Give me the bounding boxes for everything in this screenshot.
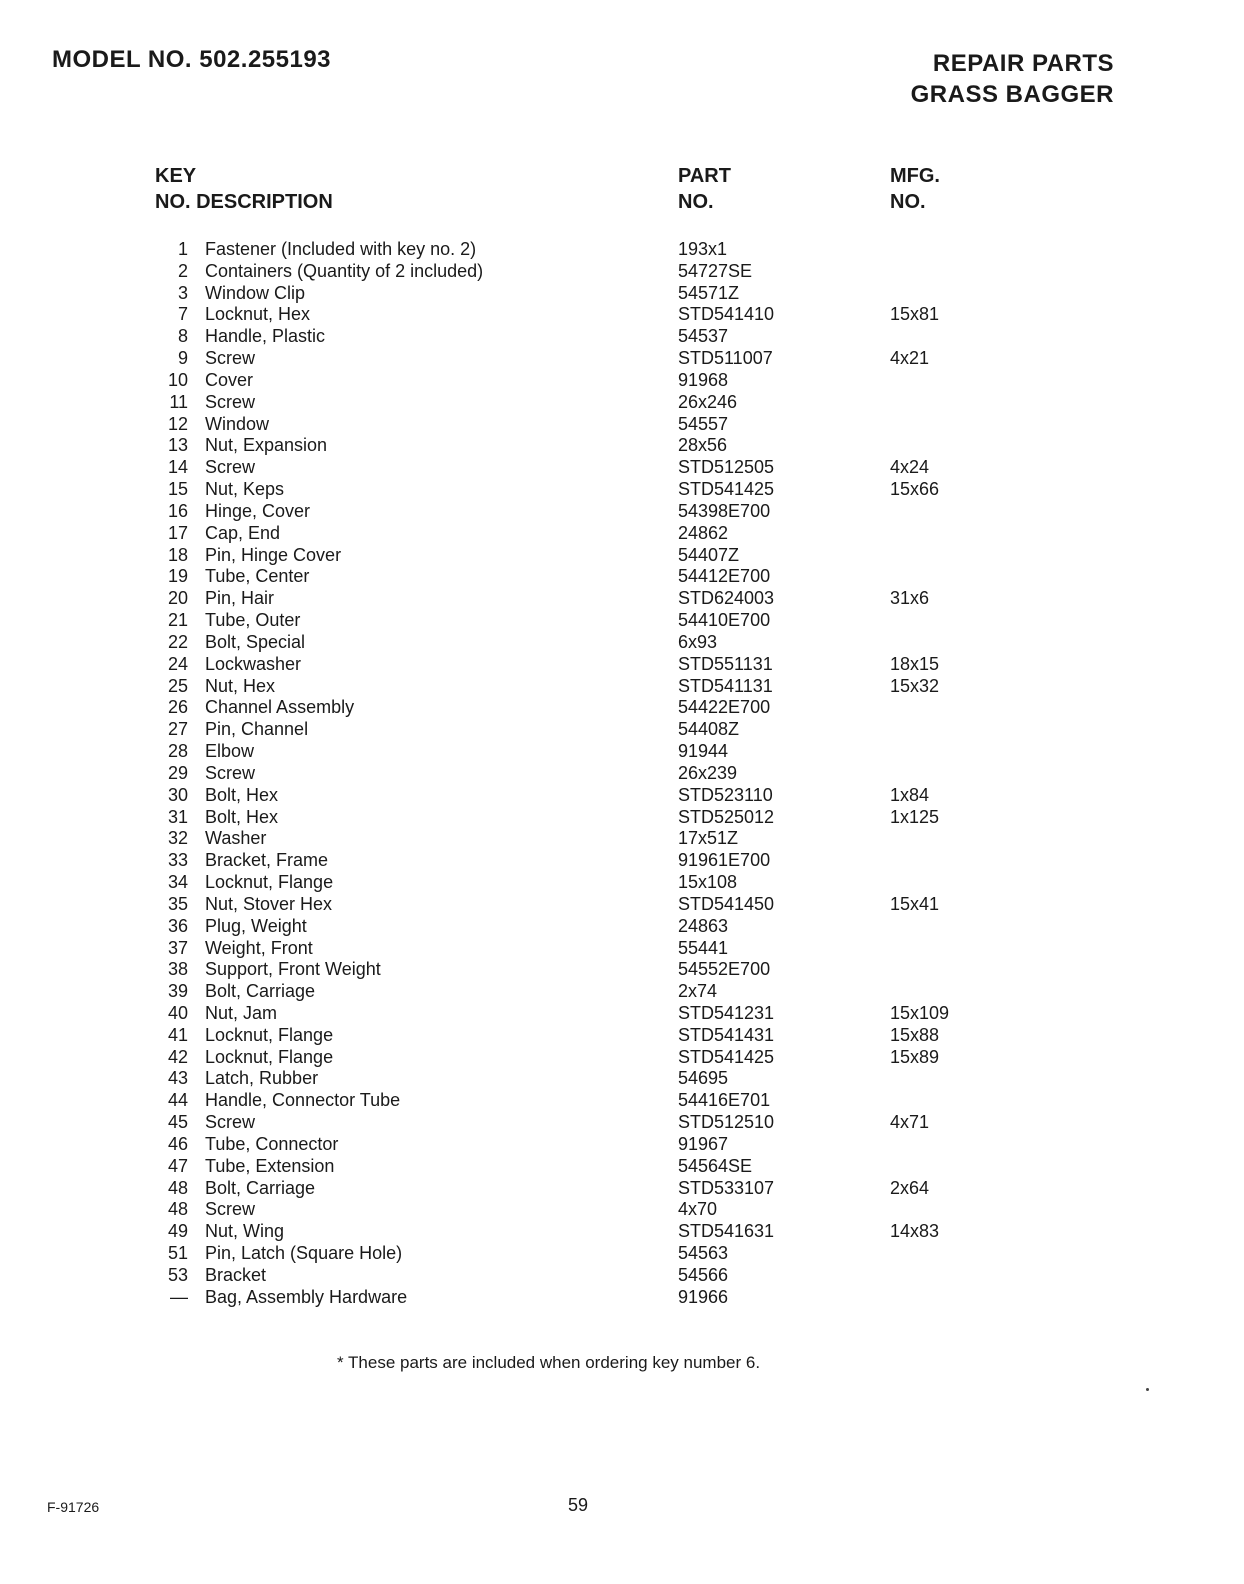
table-row [0, 566, 1244, 588]
description-cell: Screw [205, 457, 256, 478]
footnote: * These parts are included when ordering key number 6. [337, 1353, 761, 1372]
table-row [0, 1025, 1244, 1047]
mfg-header-line-1: MFG. [890, 165, 940, 187]
table-row [0, 261, 1244, 283]
key-cell: 41 [167, 1024, 188, 1045]
table-row [0, 1199, 1244, 1221]
key-cell: 22 [167, 631, 188, 652]
key-cell: 21 [167, 610, 188, 631]
part-number-cell: 54398E700 [678, 500, 771, 521]
mfg-number-cell: 31x6 [890, 588, 930, 609]
part-number-cell: STD624003 [678, 588, 775, 609]
key-cell: 19 [167, 566, 188, 587]
description-cell: Nut, Keps [205, 479, 285, 500]
mfg-number-cell: 4x21 [890, 348, 930, 369]
key-cell: 46 [167, 1133, 188, 1154]
description-cell: Tube, Center [205, 566, 310, 587]
key-cell: 24 [167, 653, 188, 674]
description-cell: Bracket, Frame [205, 850, 329, 871]
description-cell: Tube, Connector [205, 1133, 339, 1154]
key-cell: 45 [167, 1112, 188, 1133]
table-row [0, 719, 1244, 741]
part-number-cell: 54566 [678, 1264, 729, 1285]
key-cell: 30 [167, 784, 188, 805]
part-number-cell: 54537 [678, 326, 729, 347]
part-number-cell: 24862 [678, 522, 729, 543]
table-row [0, 981, 1244, 1003]
table-row [0, 1068, 1244, 1090]
part-number-cell: 91961E700 [678, 850, 771, 871]
key-cell: 2 [177, 260, 188, 281]
description-cell: Bolt, Hex [205, 806, 279, 827]
table-row [0, 1134, 1244, 1156]
page-title [911, 48, 1114, 110]
part-number-cell: 2x74 [678, 981, 718, 1002]
table-row [0, 1112, 1244, 1134]
key-cell: 53 [167, 1264, 188, 1285]
table-row [0, 1221, 1244, 1243]
table-row [0, 850, 1244, 872]
part-number-cell: 54408Z [678, 719, 740, 740]
mfg-number-cell: 4x24 [890, 457, 930, 478]
key-cell: 47 [167, 1155, 188, 1176]
part-number-cell: STD525012 [678, 806, 775, 827]
key-cell: 29 [167, 762, 188, 783]
description-cell: Lockwasher [205, 653, 302, 674]
title-line-2: GRASS BAGGER [910, 81, 1114, 108]
table-row [0, 392, 1244, 414]
description-cell: Containers (Quantity of 2 included) [205, 260, 484, 281]
mfg-number-cell: 1x125 [890, 806, 940, 827]
description-cell: Elbow [205, 741, 255, 762]
table-row [0, 326, 1244, 348]
table-row [0, 807, 1244, 829]
part-number-cell: 26x239 [678, 762, 738, 783]
mfg-header-line-2: NO. [890, 191, 926, 213]
table-row [0, 1287, 1244, 1309]
key-cell: 3 [177, 282, 188, 303]
part-number-cell: STD541450 [678, 893, 775, 914]
description-cell: Screw [205, 348, 256, 369]
table-row [0, 676, 1244, 698]
key-cell: 38 [167, 959, 188, 980]
key-cell: 16 [167, 500, 188, 521]
column-header-mfg [890, 163, 940, 215]
description-cell: Hinge, Cover [205, 500, 311, 521]
part-header-line-2: NO. [678, 191, 714, 213]
description-cell: Channel Assembly [205, 697, 355, 718]
key-cell: 31 [167, 806, 188, 827]
key-cell: 17 [167, 522, 188, 543]
key-cell: 48 [167, 1199, 188, 1220]
part-number-cell: 54563 [678, 1243, 729, 1264]
description-cell: Bolt, Carriage [205, 981, 316, 1002]
description-cell: Locknut, Flange [205, 1046, 334, 1067]
key-cell: 34 [167, 872, 188, 893]
key-cell: 10 [167, 369, 188, 390]
part-number-cell: 54695 [678, 1068, 729, 1089]
table-row [0, 697, 1244, 719]
key-cell: 44 [167, 1090, 188, 1111]
table-row [0, 414, 1244, 436]
key-cell: 37 [167, 937, 188, 958]
part-number-cell: 54557 [678, 413, 729, 434]
table-row [0, 1003, 1244, 1025]
table-row [0, 1178, 1244, 1200]
part-number-cell: 6x93 [678, 631, 718, 652]
table-row [0, 1156, 1244, 1178]
description-cell: Latch, Rubber [205, 1068, 319, 1089]
table-row [0, 283, 1244, 305]
key-cell: 48 [167, 1177, 188, 1198]
key-cell: 15 [167, 479, 188, 500]
part-number-cell: 54410E700 [678, 610, 771, 631]
parts-table [0, 239, 1244, 1309]
description-cell: Nut, Hex [205, 675, 276, 696]
part-number-cell: 26x246 [678, 391, 738, 412]
description-cell: Nut, Stover Hex [205, 893, 333, 914]
part-number-cell: STD541425 [678, 479, 775, 500]
key-cell: 20 [167, 588, 188, 609]
part-number-cell: STD523110 [678, 784, 773, 805]
key-cell: 14 [167, 457, 188, 478]
key-cell: 49 [167, 1221, 188, 1242]
description-cell: Nut, Wing [205, 1221, 285, 1242]
description-cell: Screw [205, 391, 256, 412]
mfg-number-cell: 15x32 [890, 675, 940, 696]
part-number-cell: 54422E700 [678, 697, 771, 718]
mfg-number-cell: 15x66 [890, 479, 940, 500]
description-cell: Screw [205, 1199, 256, 1220]
key-cell: 12 [167, 413, 188, 434]
table-row [0, 457, 1244, 479]
part-number-cell: 15x108 [678, 872, 738, 893]
key-cell: 8 [177, 326, 188, 347]
page-number: 59 [568, 1495, 589, 1515]
description-cell: Locknut, Flange [205, 1024, 334, 1045]
part-number-cell: STD541631 [678, 1221, 775, 1242]
description-cell: Locknut, Hex [205, 304, 311, 325]
description-cell: Locknut, Flange [205, 872, 334, 893]
table-row [0, 523, 1244, 545]
mfg-number-cell: 14x83 [890, 1221, 940, 1242]
part-number-cell: STD512510 [678, 1112, 775, 1133]
table-row [0, 916, 1244, 938]
mfg-number-cell: 15x41 [890, 893, 940, 914]
description-cell: Screw [205, 762, 256, 783]
part-number-cell: 91944 [678, 741, 729, 762]
table-row [0, 479, 1244, 501]
mfg-number-cell: 4x71 [890, 1112, 930, 1133]
description-cell: Cap, End [205, 522, 281, 543]
table-row [0, 1090, 1244, 1112]
table-row [0, 545, 1244, 567]
part-number-cell: 54552E700 [678, 959, 771, 980]
table-row [0, 938, 1244, 960]
form-number: F-91726 [47, 1499, 100, 1515]
description-cell: Pin, Latch (Square Hole) [205, 1243, 403, 1264]
table-row [0, 610, 1244, 632]
part-number-cell: STD541231 [678, 1002, 775, 1023]
part-number-cell: 54571Z [678, 282, 740, 303]
table-row [0, 872, 1244, 894]
key-cell: 35 [167, 893, 188, 914]
part-number-cell: 54412E700 [678, 566, 771, 587]
table-row [0, 654, 1244, 676]
mfg-number-cell: 15x109 [890, 1002, 950, 1023]
part-number-cell: 91966 [678, 1286, 729, 1307]
key-cell: 7 [177, 304, 188, 325]
key-cell: 33 [167, 850, 188, 871]
description-cell: Nut, Jam [205, 1002, 278, 1023]
key-cell: 40 [167, 1002, 188, 1023]
description-cell: Pin, Channel [205, 719, 309, 740]
description-cell: Support, Front Weight [205, 959, 381, 980]
description-cell: Plug, Weight [205, 915, 307, 936]
part-number-cell: 54564SE [678, 1155, 753, 1176]
table-row [0, 828, 1244, 850]
table-row [0, 785, 1244, 807]
key-cell: 1 [177, 239, 188, 259]
column-header-part [678, 163, 731, 215]
description-cell: Cover [205, 369, 254, 390]
mfg-number-cell: 15x88 [890, 1024, 940, 1045]
description-cell: Nut, Expansion [205, 435, 328, 456]
key-cell: 39 [167, 981, 188, 1002]
part-number-cell: 4x70 [678, 1199, 718, 1220]
description-cell: Pin, Hinge Cover [205, 544, 342, 565]
table-row [0, 1047, 1244, 1069]
part-number-cell: STD551131 [678, 653, 773, 674]
description-cell: Window [205, 413, 270, 434]
table-row [0, 959, 1244, 981]
key-cell: 51 [167, 1243, 188, 1264]
part-number-cell: 91968 [678, 369, 729, 390]
key-cell: 32 [167, 828, 188, 849]
part-number-cell: 54416E701 [678, 1090, 771, 1111]
part-header-line-1: PART [678, 165, 731, 187]
table-row [0, 763, 1244, 785]
part-number-cell: 28x56 [678, 435, 728, 456]
title-line-1: REPAIR PARTS [932, 50, 1114, 77]
mfg-number-cell: 1x84 [890, 784, 930, 805]
table-row [0, 435, 1244, 457]
table-row [0, 348, 1244, 370]
part-number-cell: 17x51Z [678, 828, 739, 849]
description-cell: Washer [205, 828, 267, 849]
table-row [0, 588, 1244, 610]
mfg-number-cell: 15x81 [890, 304, 940, 325]
part-number-cell: 91967 [678, 1133, 729, 1154]
key-cell: 25 [167, 675, 188, 696]
part-number-cell: STD541410 [678, 304, 775, 325]
part-number-cell: STD541131 [678, 675, 773, 696]
description-cell: Handle, Plastic [205, 326, 326, 347]
part-number-cell: STD512505 [678, 457, 775, 478]
description-cell: Pin, Hair [205, 588, 275, 609]
table-row [0, 1265, 1244, 1287]
description-cell: Bolt, Carriage [205, 1177, 316, 1198]
description-cell: Tube, Extension [205, 1155, 335, 1176]
description-cell: Weight, Front [205, 937, 313, 958]
mfg-number-cell: 18x15 [890, 653, 940, 674]
part-number-cell: 54407Z [678, 544, 740, 565]
key-cell: 42 [167, 1046, 188, 1067]
key-cell: 26 [167, 697, 188, 718]
part-number-cell: STD533107 [678, 1177, 775, 1198]
part-number-cell: STD541425 [678, 1046, 775, 1067]
description-cell: Window Clip [205, 282, 306, 303]
table-row [0, 1243, 1244, 1265]
table-row [0, 370, 1244, 392]
description-cell: Bolt, Hex [205, 784, 279, 805]
description-cell: Handle, Connector Tube [205, 1090, 401, 1111]
description-cell: Screw [205, 1112, 256, 1133]
stray-mark [1146, 1388, 1149, 1391]
part-number-cell: 24863 [678, 915, 729, 936]
table-row [0, 632, 1244, 654]
table-row [0, 501, 1244, 523]
column-header-description: NO. DESCRIPTION [155, 191, 333, 213]
mfg-number-cell: 2x64 [890, 1177, 930, 1198]
key-cell: 36 [167, 915, 188, 936]
key-cell: 43 [167, 1068, 188, 1089]
key-cell: 28 [167, 741, 188, 762]
key-cell: 13 [167, 435, 188, 456]
mfg-number-cell: 15x89 [890, 1046, 940, 1067]
part-number-cell: STD511007 [678, 348, 773, 369]
table-row [0, 894, 1244, 916]
key-cell: 11 [169, 391, 188, 412]
part-number-cell: 54727SE [678, 260, 753, 281]
key-cell: — [170, 1286, 188, 1307]
description-cell: Tube, Outer [205, 610, 301, 631]
description-cell: Fastener (Included with key no. 2) [205, 239, 477, 259]
table-row [0, 741, 1244, 763]
part-number-cell: 193x1 [678, 239, 728, 259]
column-header-key: KEY [155, 165, 197, 187]
description-cell: Bracket [205, 1264, 267, 1285]
part-number-cell: STD541431 [678, 1024, 775, 1045]
description-cell: Bolt, Special [205, 631, 306, 652]
model-number: MODEL NO. 502.255193 [52, 46, 332, 73]
key-cell: 27 [167, 719, 188, 740]
table-row [0, 239, 1244, 261]
description-cell: Bag, Assembly Hardware [205, 1286, 408, 1307]
part-number-cell: 55441 [678, 937, 729, 958]
key-cell: 9 [177, 348, 188, 369]
key-cell: 18 [167, 544, 188, 565]
table-row [0, 304, 1244, 326]
